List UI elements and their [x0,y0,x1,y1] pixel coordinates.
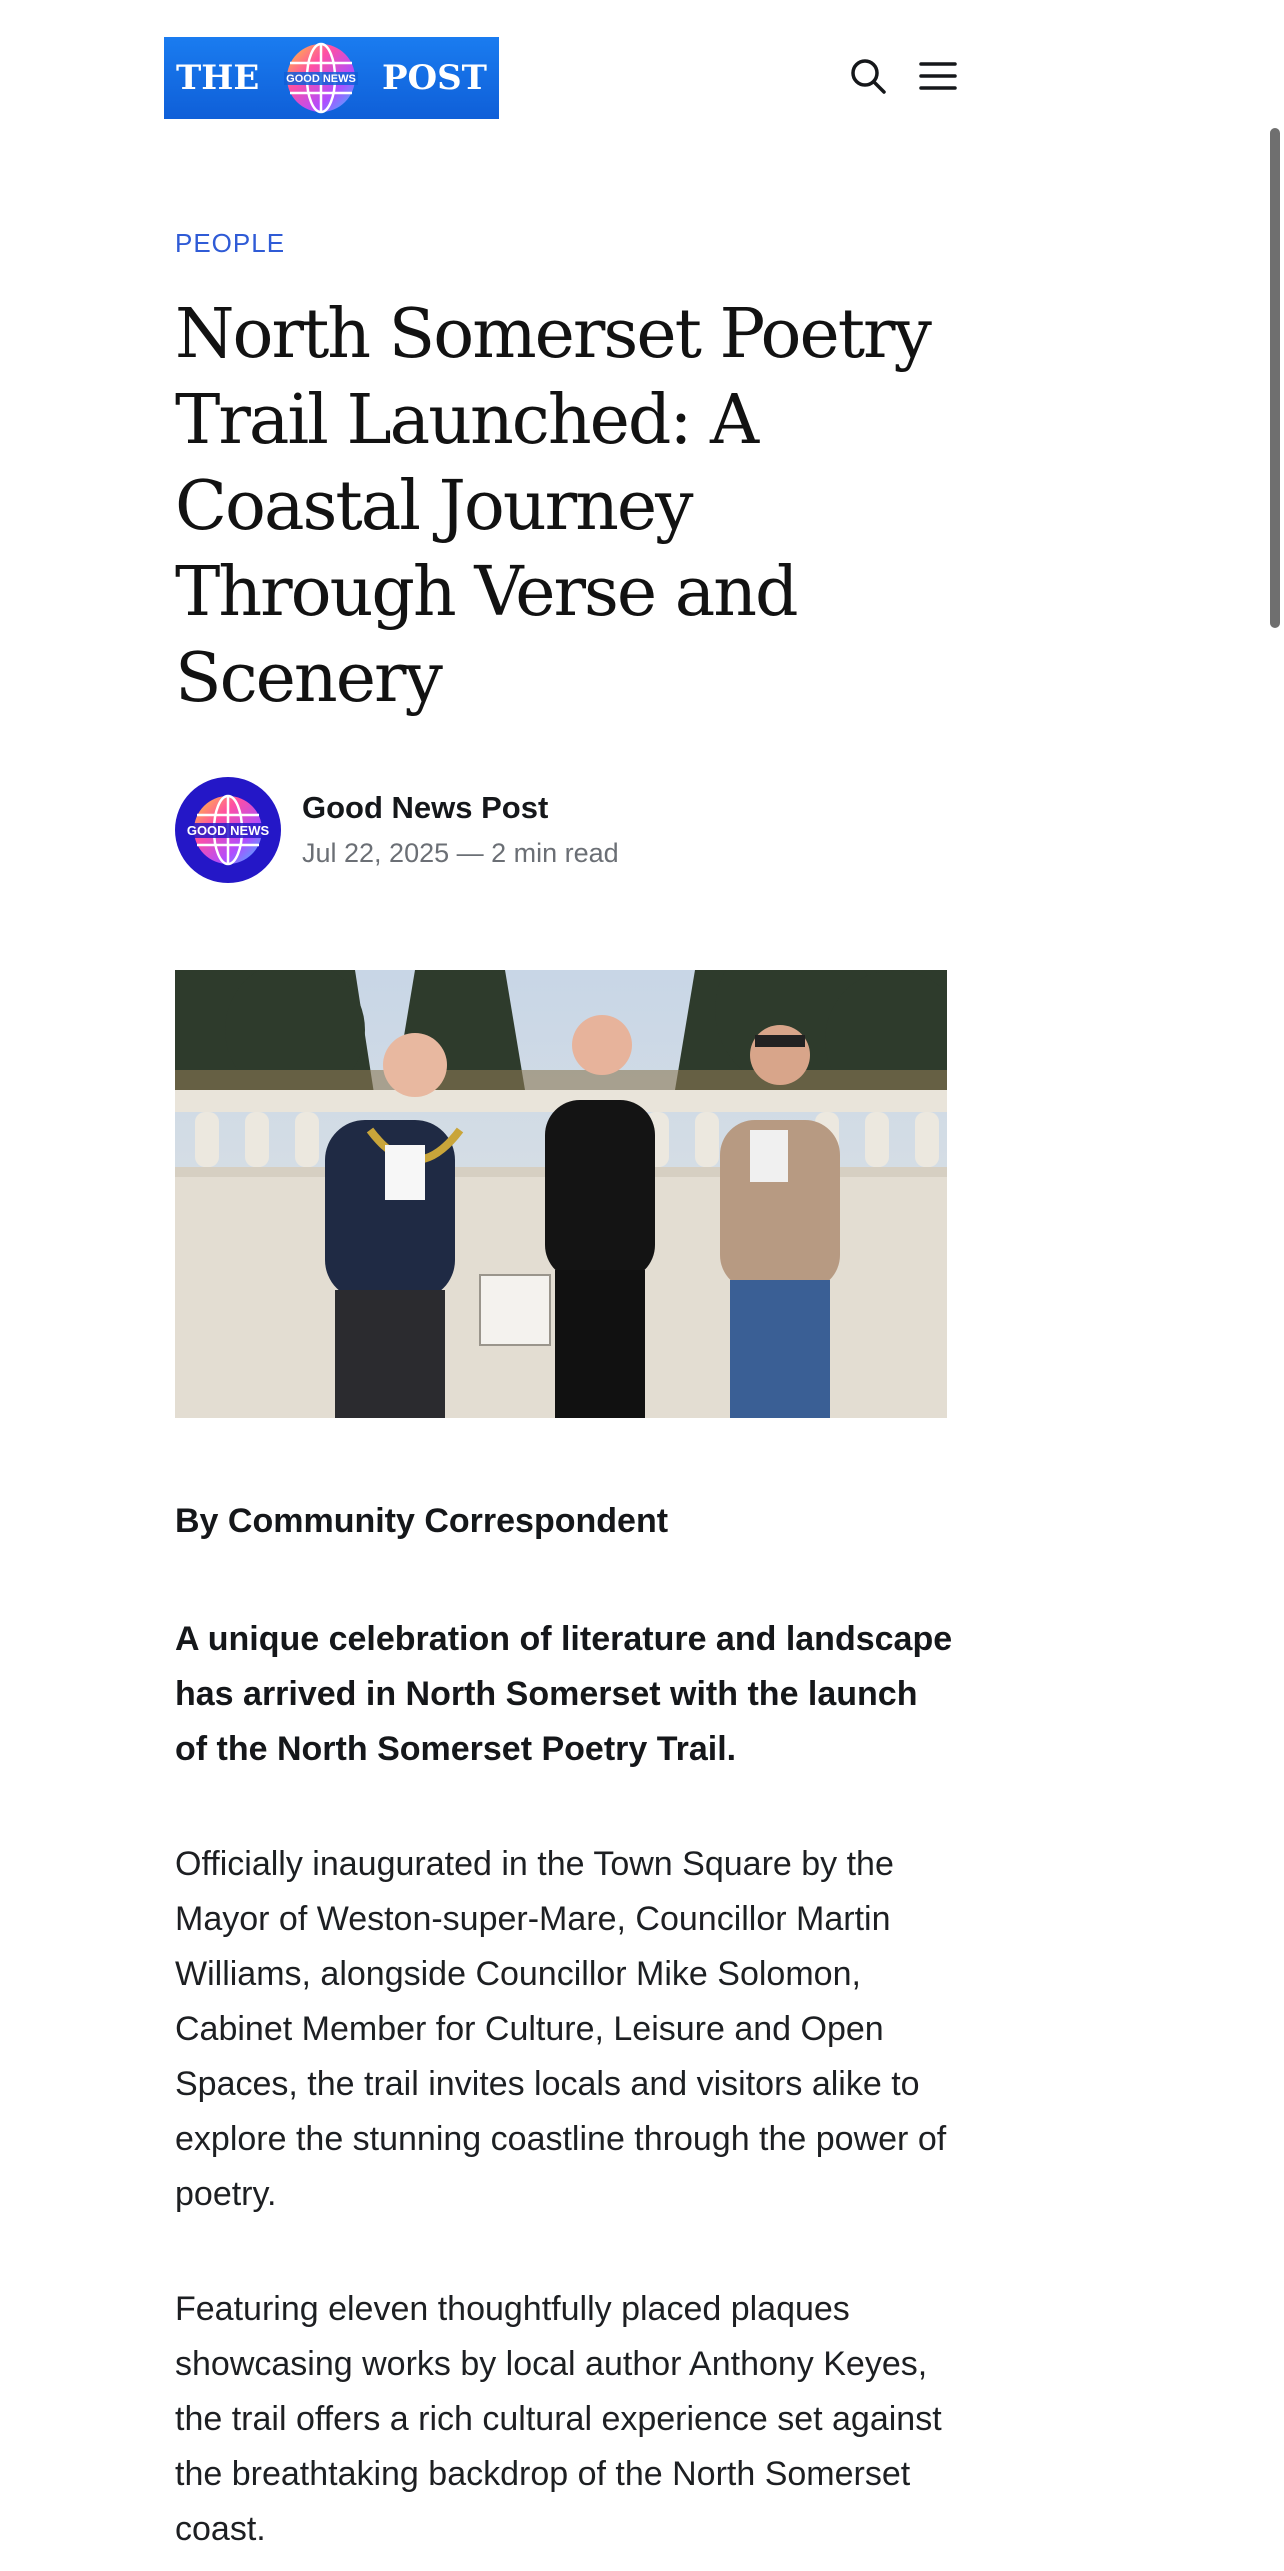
author-avatar[interactable] [175,777,281,883]
logo-text-good-news: GOOD NEWS [285,73,356,85]
byline: By Community Correspondent [175,1502,669,1540]
scrollbar-thumb[interactable] [1270,128,1280,628]
logo-text-the: THE [176,58,260,98]
hamburger-menu-icon[interactable] [918,56,958,96]
article-paragraph: Featuring eleven thoughtfully placed plaques showcasing works by local author Anthony Keyes, the trail offers a rich cultural experience set against the breathtaking backdrop of the North Somerset coast. [175,2290,942,2548]
globe-logo-icon [284,41,358,115]
article-meta: Jul 22, 2025 — 2 min read [302,838,619,868]
article-title: North Somerset Poetry Trail Launched: A Coastal Journey Through Verse and Scenery [175,295,930,718]
search-icon[interactable] [848,56,888,96]
site-logo[interactable] [164,37,499,119]
article-lede: A unique celebration of literature and landscape has arrived in North Somerset with the launch of the North Somerset Poetry Trail. [175,1620,953,1768]
article-tag[interactable]: PEOPLE [175,228,286,258]
avatar-text: GOOD NEWS [186,823,270,838]
author-name[interactable]: Good News Post [302,790,549,825]
hero-image [175,970,947,1418]
logo-text-post: POST [381,58,487,98]
article-paragraph: Officially inaugurated in the Town Square by the Mayor of Weston-super-Mare, Councillor Martin Williams, alongside Councillor Mike Solomon, Cabinet Member for Culture, Leisure and Open Spaces, the trail invites locals and visitors alike to explore the stunning coastline through the power of poetry. [175,1845,947,2213]
